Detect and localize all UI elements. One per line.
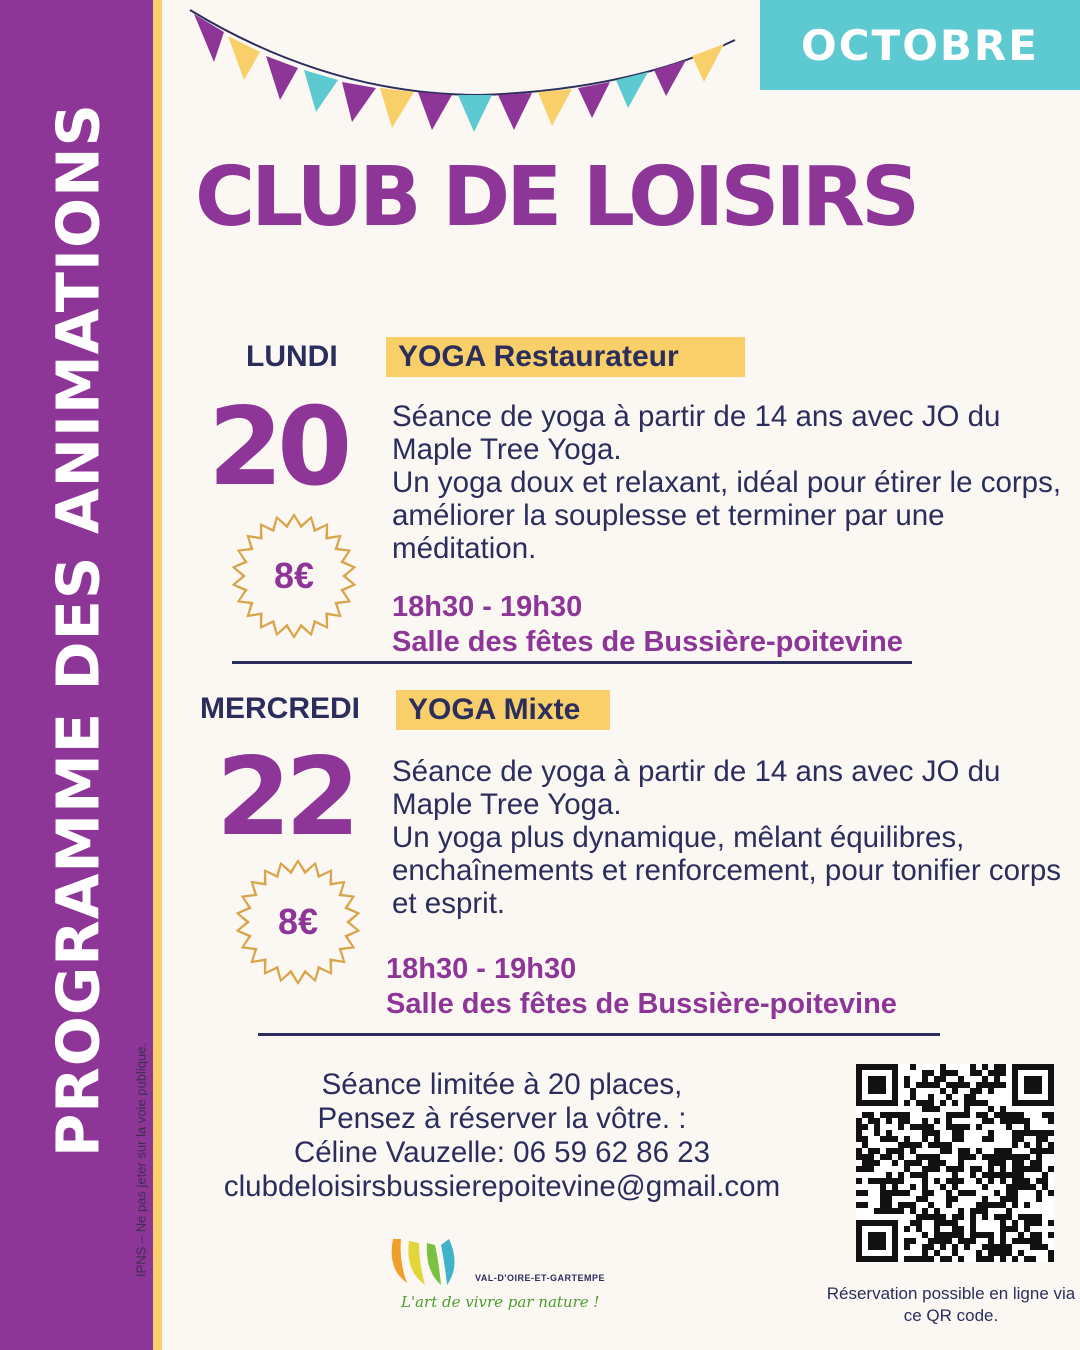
qr-caption: Réservation possible en ligne via ce QR code. [826,1284,1076,1325]
separator-1 [232,661,912,664]
event-2-price-badge [234,858,362,986]
page-title: CLUB DE LOISIRS [195,150,917,245]
logo-name: VAL-D'OIRE-ET-GARTEMPE [475,1273,605,1283]
municipality-logo [385,1235,625,1335]
event-1-price: 8€ [273,555,315,596]
sidebar-stripe [153,0,162,1350]
qr-code[interactable] [856,1064,1054,1262]
event-1-description-line-1: Séance de yoga à partir de 14 ans avec JO du Maple Tree Yoga. [392,400,1001,466]
event-1-price-badge [230,512,358,640]
event-2-description-line-2: Un yoga plus dynamique, mêlant équilibres, enchaînements et renforcement, pour tonifier corps et esprit. [392,821,1062,920]
program-title: PROGRAMME DES ANIMATIONS [43,103,113,1157]
event-1-description [392,400,1072,565]
event-2-location: Salle des fêtes de Bussière-poitevine [386,988,897,1020]
event-1-date: 20 [208,385,347,510]
event-1-activity: YOGA Restaurateur [386,337,745,377]
event-1-day: LUNDI [246,340,338,373]
event-2-price: 8€ [277,901,319,942]
event-2-schedule [386,952,897,1022]
event-2-time: 18h30 - 19h30 [386,953,577,985]
month-banner [760,0,1080,90]
event-1-location: Salle des fêtes de Bussière-poitevine [392,626,903,658]
event-2-day: MERCREDI [200,692,361,725]
event-1-time: 18h30 - 19h30 [392,591,583,623]
contact-phone: Céline Vauzelle: 06 59 62 86 23 [293,1136,711,1169]
event-2-description-line-1: Séance de yoga à partir de 14 ans avec JO du Maple Tree Yoga. [392,755,1001,821]
month-label: OCTOBRE [801,20,1039,70]
bunting-decoration [180,0,740,140]
event-2-description [392,755,1072,920]
leaf-logo-icon [385,1235,475,1291]
contact-line-1: Séance limitée à 20 places, [321,1068,683,1101]
ipns-notice: IPNS – Ne pas jeter sur la voie publique. [133,1042,149,1278]
separator-2 [258,1033,940,1036]
event-1-schedule [392,590,903,660]
event-2-activity: YOGA Mixte [396,690,610,730]
logo-slogan: L'art de vivre par nature ! [401,1293,600,1311]
contact-info [172,1068,832,1204]
event-2-date: 22 [216,735,355,860]
event-1-description-line-2: Un yoga doux et relaxant, idéal pour étirer le corps, améliorer la souplesse et terminer par une méditation. [392,466,1062,565]
contact-email[interactable]: clubdeloisirsbussierepoitevine@gmail.com [223,1170,781,1203]
contact-line-2: Pensez à réserver la vôtre. : [317,1102,687,1135]
